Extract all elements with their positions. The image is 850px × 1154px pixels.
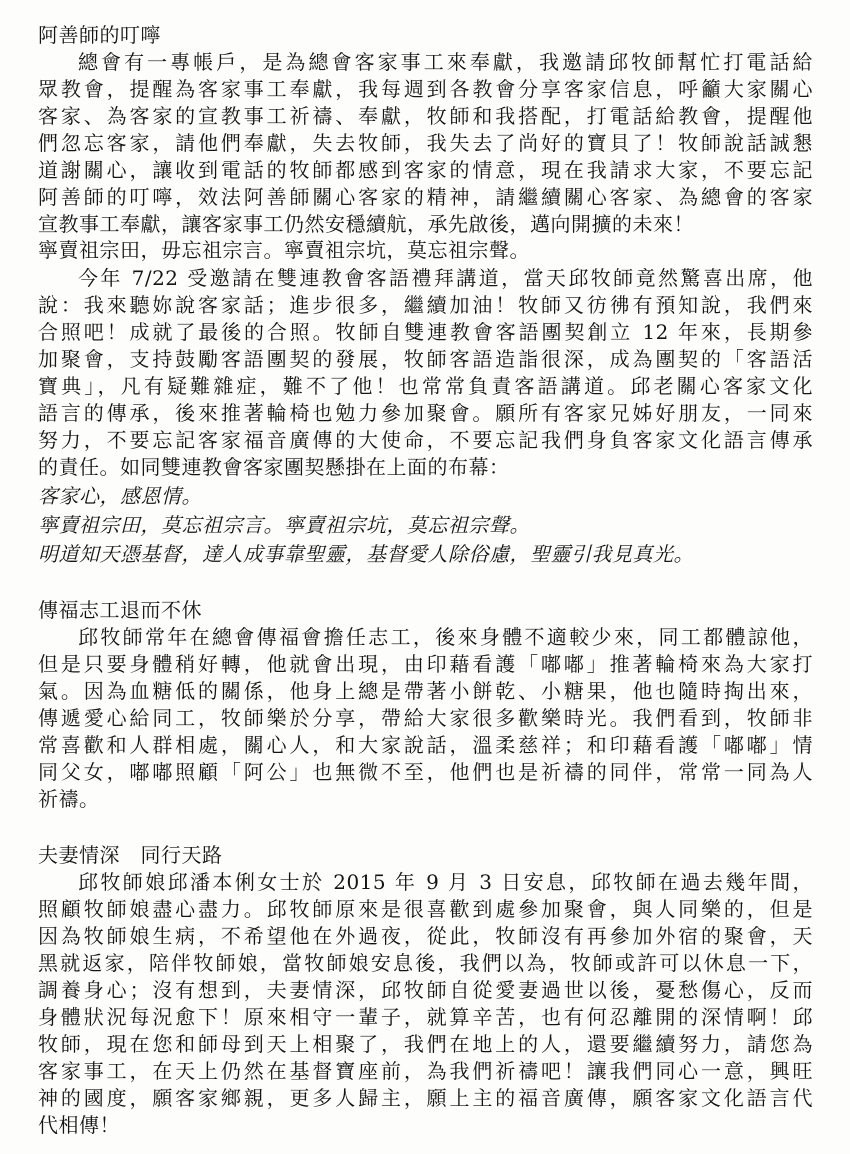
banner-line: 寧賣祖宗田，莫忘祖宗言。寧賣祖宗坑，莫忘祖宗聲。 [38, 513, 530, 537]
paragraph-line: 邱牧師常年在總會傳福會擔任志工，後來身體不適較少來，同工都體諒他， [78, 625, 813, 649]
banner-line: 明道知天憑基督，達人成事靠聖靈，基督愛人除俗慮，聖靈引我見真光。 [38, 542, 694, 566]
banner-line: 客家心，感恩情。 [38, 484, 202, 508]
paragraph-line: 合照吧！成就了最後的合照。牧師自雙連教會客語團契創立 12 年來，長期參 [38, 320, 813, 344]
paragraph-line: 努力，不要忘記客家福音廣傳的大使命，不要忘記我們身負客家文化語言傳承 [38, 428, 813, 452]
paragraph-line: 同父女，嘟嘟照顧「阿公」也無微不至，他們也是祈禱的同伴，常常一同為人 [38, 760, 813, 784]
paragraph-line: 宣教事工奉獻，讓客家事工仍然安穩續航，承先啟後，邁向開擴的未來！ [38, 212, 694, 236]
paragraph-line: 們忽忘客家，請他們奉獻，失去牧師，我失去了尚好的寶貝了！牧師說話誠懇 [38, 131, 813, 155]
paragraph-line: 氣。因為血糖低的關係，他身上總是帶著小餅乾、小糖果，他也隨時掏出來， [38, 679, 813, 703]
paragraph-line: 總會有一專帳戶，是為總會客家事工來奉獻，我邀請邱牧師幫忙打電話給 [78, 50, 813, 74]
paragraph-line: 調養身心；沒有想到，夫妻情深，邱牧師自從愛妻過世以後，憂愁傷心，反而 [38, 978, 813, 1002]
proverb-line: 寧賣祖宗田，毋忘祖宗言。寧賣祖宗坑，莫忘祖宗聲。 [38, 238, 530, 262]
section-title-couple: 夫妻情深 同行天路 [38, 843, 223, 867]
paragraph-line: 客家事工，在天上仍然在基督寶座前，為我們祈禱吧！讓我們同心一意，興旺 [38, 1059, 813, 1083]
paragraph-line: 加聚會，支持鼓勵客語團契的發展，牧師客語造詣很深，成為團契的「客語活 [38, 347, 813, 371]
paragraph-line: 祈禱。 [38, 787, 100, 811]
paragraph-line: 因為牧師娘生病，不希望他在外過夜，從此，牧師沒有再參加外宿的聚會，天 [38, 924, 813, 948]
paragraph-line: 眾教會，提醒為客家事工奉獻，我每週到各教會分享客家信息，呼籲大家關心 [38, 77, 813, 101]
paragraph-line: 傳遞愛心給同工，牧師樂於分享，帶給大家很多歡樂時光。我們看到，牧師非 [38, 706, 813, 730]
paragraph-line: 客家、為客家的宣教事工祈禱、奉獻，牧師和我搭配，打電話給教會，提醒他 [38, 104, 813, 128]
paragraph-line: 代相傳！ [38, 1113, 120, 1137]
paragraph-line: 神的國度，願客家鄉親，更多人歸主，願上主的福音廣傳，願客家文化語言代 [38, 1086, 813, 1110]
paragraph-line: 常喜歡和人群相處，關心人，和大家說話，溫柔慈祥；和印藉看護「嘟嘟」情 [38, 733, 813, 757]
paragraph-line: 牧師，現在您和師母到天上相聚了，我們在地上的人，還要繼續努力，請您為 [38, 1032, 813, 1056]
paragraph-line: 語言的傳承，後來推著輪椅也勉力參加聚會。願所有客家兄姊好朋友，一同來 [38, 401, 813, 425]
paragraph-line: 邱牧師娘邱潘本俐女士於 2015 年 9 月 3 日安息，邱牧師在過去幾年間， [78, 870, 813, 894]
paragraph-line: 但是只要身體稍好轉，他就會出現，由印藉看護「嘟嘟」推著輪椅來為大家打 [38, 652, 813, 676]
paragraph-line: 黑就返家，陪伴牧師娘，當牧師娘安息後，我們以為，牧師或許可以休息一下， [38, 951, 813, 975]
paragraph-line: 說：我來聽妳說客家話；進步很多，繼續加油！牧師又彷彿有預知說，我們來 [38, 293, 813, 317]
paragraph-line: 的責任。如同雙連教會客家團契懸掛在上面的布幕： [38, 455, 510, 479]
section-title-volunteer: 傳福志工退而不休 [38, 598, 202, 622]
paragraph-line: 寶典」，凡有疑難雜症，難不了他！也常常負責客語講道。邱老關心客家文化 [38, 374, 813, 398]
paragraph-line: 身體狀況每況愈下！原來相守一輩子，就算辛苦，也有何忍離開的深情啊！邱 [38, 1005, 813, 1029]
paragraph-line: 今年 7/22 受邀請在雙連教會客語禮拜講道，當天邱牧師竟然驚喜出席，他 [78, 266, 813, 290]
paragraph-line: 阿善師的叮嚀，效法阿善師關心客家的精神，請繼續關心客家、為總會的客家 [38, 185, 813, 209]
paragraph-line: 照顧牧師娘盡心盡力。邱牧師原來是很喜歡到處參加聚會，與人同樂的，但是 [38, 897, 813, 921]
paragraph-line: 道謝關心，讓收到電話的牧師都感到客家的情意，現在我請求大家，不要忘記 [38, 158, 813, 182]
section-title-reminder: 阿善師的叮嚀 [38, 23, 161, 47]
